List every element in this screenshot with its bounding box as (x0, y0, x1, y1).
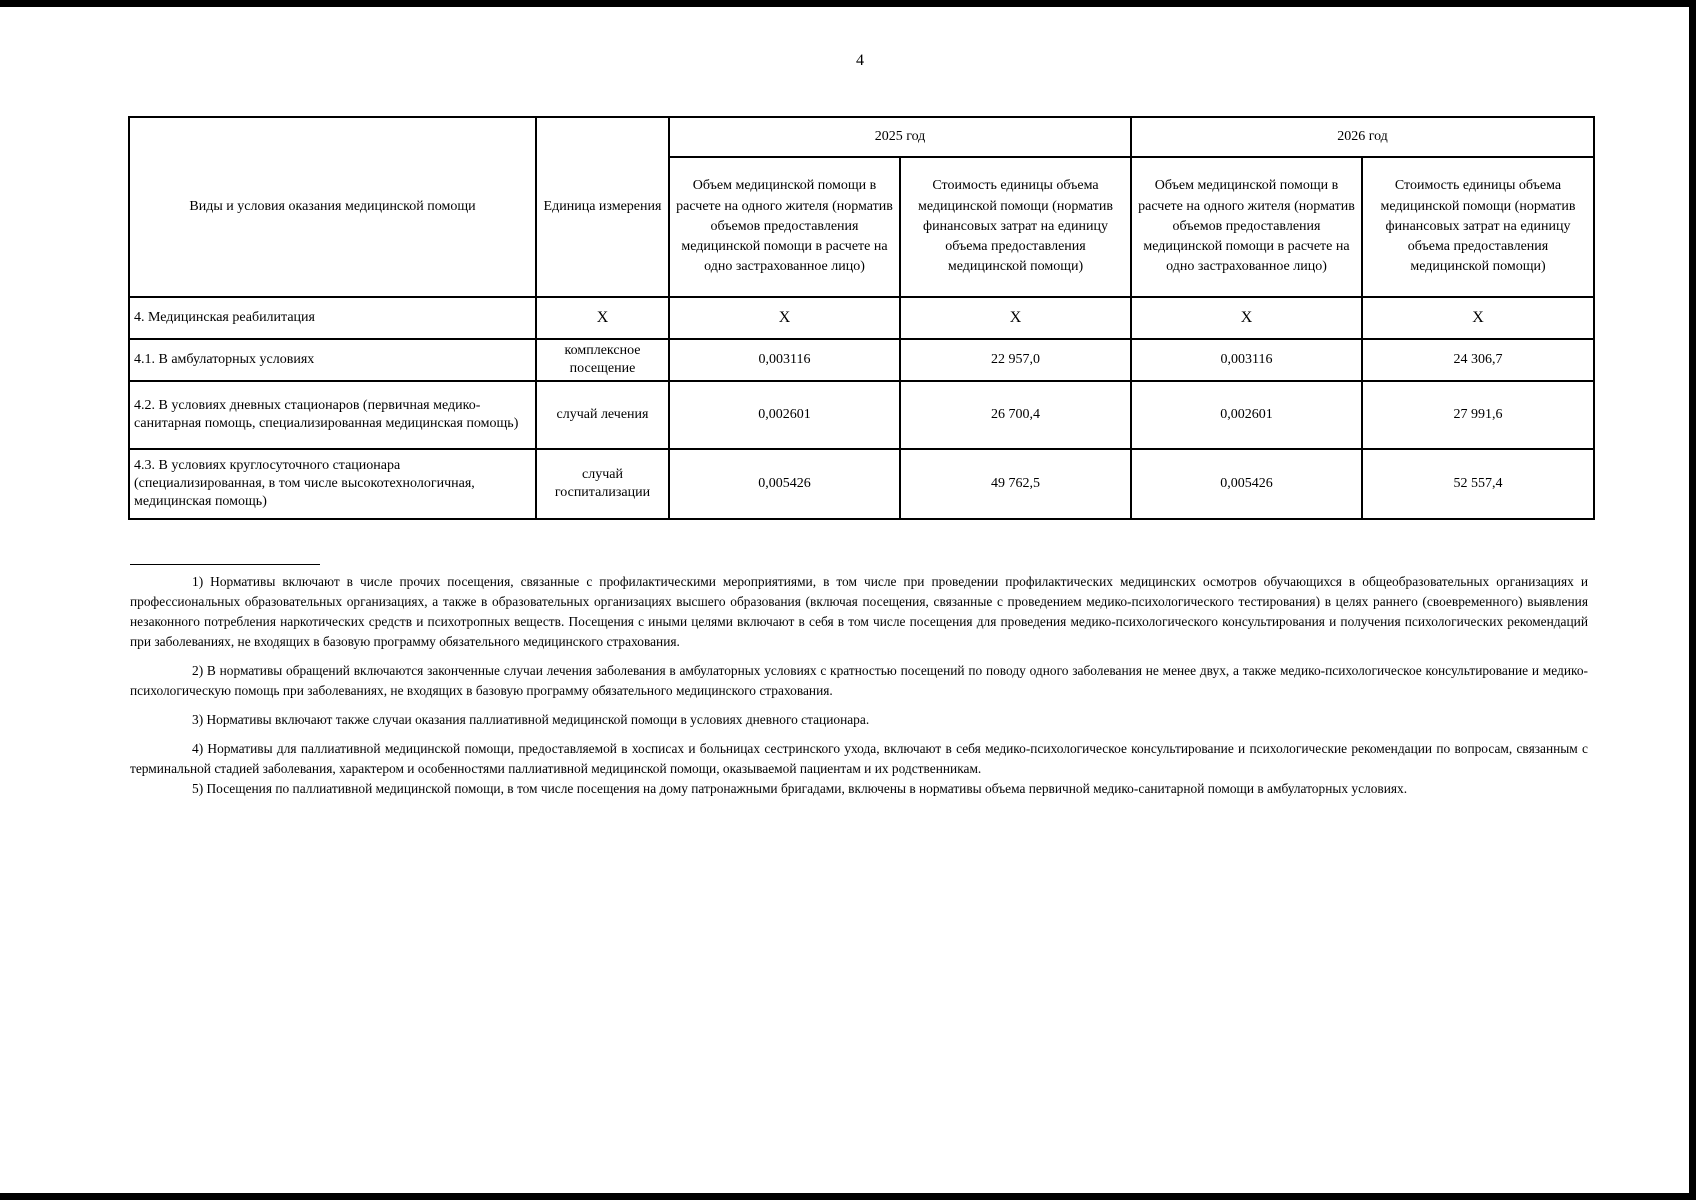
table-row (129, 381, 1594, 449)
row-name: 4.2. В условиях дневных стационаров (первичная медико-санитарная помощь, специализированная медицинская помощь) (129, 381, 536, 449)
row-volume-2025: Х (669, 297, 900, 339)
footnote-2: 2) В нормативы обращений включаются законченные случаи лечения заболевания в амбулаторных условиях с кратностью посещений по поводу одного заболевания не менее двух, а также медико-психологическое консультирование и медико-психологическую помощь при заболеваниях, не входящих в базовую программу обязательного медицинского страхования. (130, 663, 1588, 698)
row-volume-2026: 0,005426 (1131, 449, 1362, 519)
footnote-1: 1) Нормативы включают в числе прочих посещения, связанные с профилактическими мероприятиями, в том числе при проведении профилактических медицинских осмотров обучающихся в общеобразовательных организациях и профессиональных образовательных организациях, а также в образовательных организациях высшего образования (включая посещения, связанные с проведением медико-психологического тестирования) в целях раннего (своевременного) выявления незаконного потребления наркотических средств и психотропных веществ. Посещения с иными целями включают в себя в том числе посещения для проведения медико-психологического консультирования и получения психологических рекомендаций при заболеваниях, не входящих в базовую программу обязательного медицинского страхования. (130, 574, 1588, 649)
row-unit: Х (536, 297, 669, 339)
table-row (129, 297, 1594, 339)
header-year-2025: 2025 год (669, 117, 1131, 157)
row-cost-2025: 49 762,5 (900, 449, 1131, 519)
row-volume-2026: Х (1131, 297, 1362, 339)
row-volume-2026: 0,003116 (1131, 339, 1362, 381)
footnote-3: 3) Нормативы включают также случаи оказания паллиативной медицинской помощи в условиях дневного стационара. (192, 712, 870, 727)
header-2025-volume: Объем медицинской помощи в расчете на одного жителя (норматив объемов предоставления медицинской помощи в расчете на одно застрахованное лицо) (669, 157, 900, 297)
row-cost-2026: 52 557,4 (1362, 449, 1594, 519)
table-row (129, 339, 1594, 381)
header-2026-cost: Стоимость единицы объема медицинской помощи (норматив финансовых затрат на единицу объема предоставления медицинской помощи) (1362, 157, 1594, 297)
footnotes (130, 572, 1588, 808)
table-header-row-years (129, 117, 1594, 157)
table-row (129, 449, 1594, 519)
row-cost-2026: Х (1362, 297, 1594, 339)
header-types-of-care: Виды и условия оказания медицинской помощи (129, 117, 536, 297)
row-cost-2026: 24 306,7 (1362, 339, 1594, 381)
row-name: 4.1. В амбулаторных условиях (129, 339, 536, 381)
row-unit: случай лечения (536, 381, 669, 449)
header-2026-volume: Объем медицинской помощи в расчете на одного жителя (норматив объемов предоставления медицинской помощи в расчете на одно застрахованное лицо) (1131, 157, 1362, 297)
row-cost-2026: 27 991,6 (1362, 381, 1594, 449)
row-cost-2025: 22 957,0 (900, 339, 1131, 381)
row-unit: комплексное посещение (536, 339, 669, 381)
footnote-5: 5) Посещения по паллиативной медицинской помощи, в том числе посещения на дому патронажными бригадами, включены в нормативы объема первичной медико-санитарной помощи в амбулаторных условиях. (192, 781, 1408, 796)
row-name: 4.3. В условиях круглосуточного стационара (специализированная, в том числе высокотехнологичная, медицинская помощь) (129, 449, 536, 519)
row-volume-2026: 0,002601 (1131, 381, 1362, 449)
norms-table (128, 116, 1595, 520)
header-year-2026: 2026 год (1131, 117, 1594, 157)
row-volume-2025: 0,005426 (669, 449, 900, 519)
header-unit: Единица измерения (536, 117, 669, 297)
row-cost-2025: 26 700,4 (900, 381, 1131, 449)
row-cost-2025: Х (900, 297, 1131, 339)
row-volume-2025: 0,002601 (669, 381, 900, 449)
row-volume-2025: 0,003116 (669, 339, 900, 381)
page-number: 4 (856, 52, 864, 69)
row-unit: случай госпитализации (536, 449, 669, 519)
header-2025-cost: Стоимость единицы объема медицинской помощи (норматив финансовых затрат на единицу объема предоставления медицинской помощи) (900, 157, 1131, 297)
row-name: 4. Медицинская реабилитация (129, 297, 536, 339)
footnote-separator (130, 564, 320, 565)
footnote-4: 4) Нормативы для паллиативной медицинской помощи, предоставляемой в хосписах и больницах сестринского ухода, включают в себя медико-психологическое консультирование и психологические рекомендации по вопросам, связанным с терминальной стадией заболевания, характером и особенностями паллиативной медицинской помощи, оказываемой пациентам и их родственникам. (130, 741, 1588, 776)
